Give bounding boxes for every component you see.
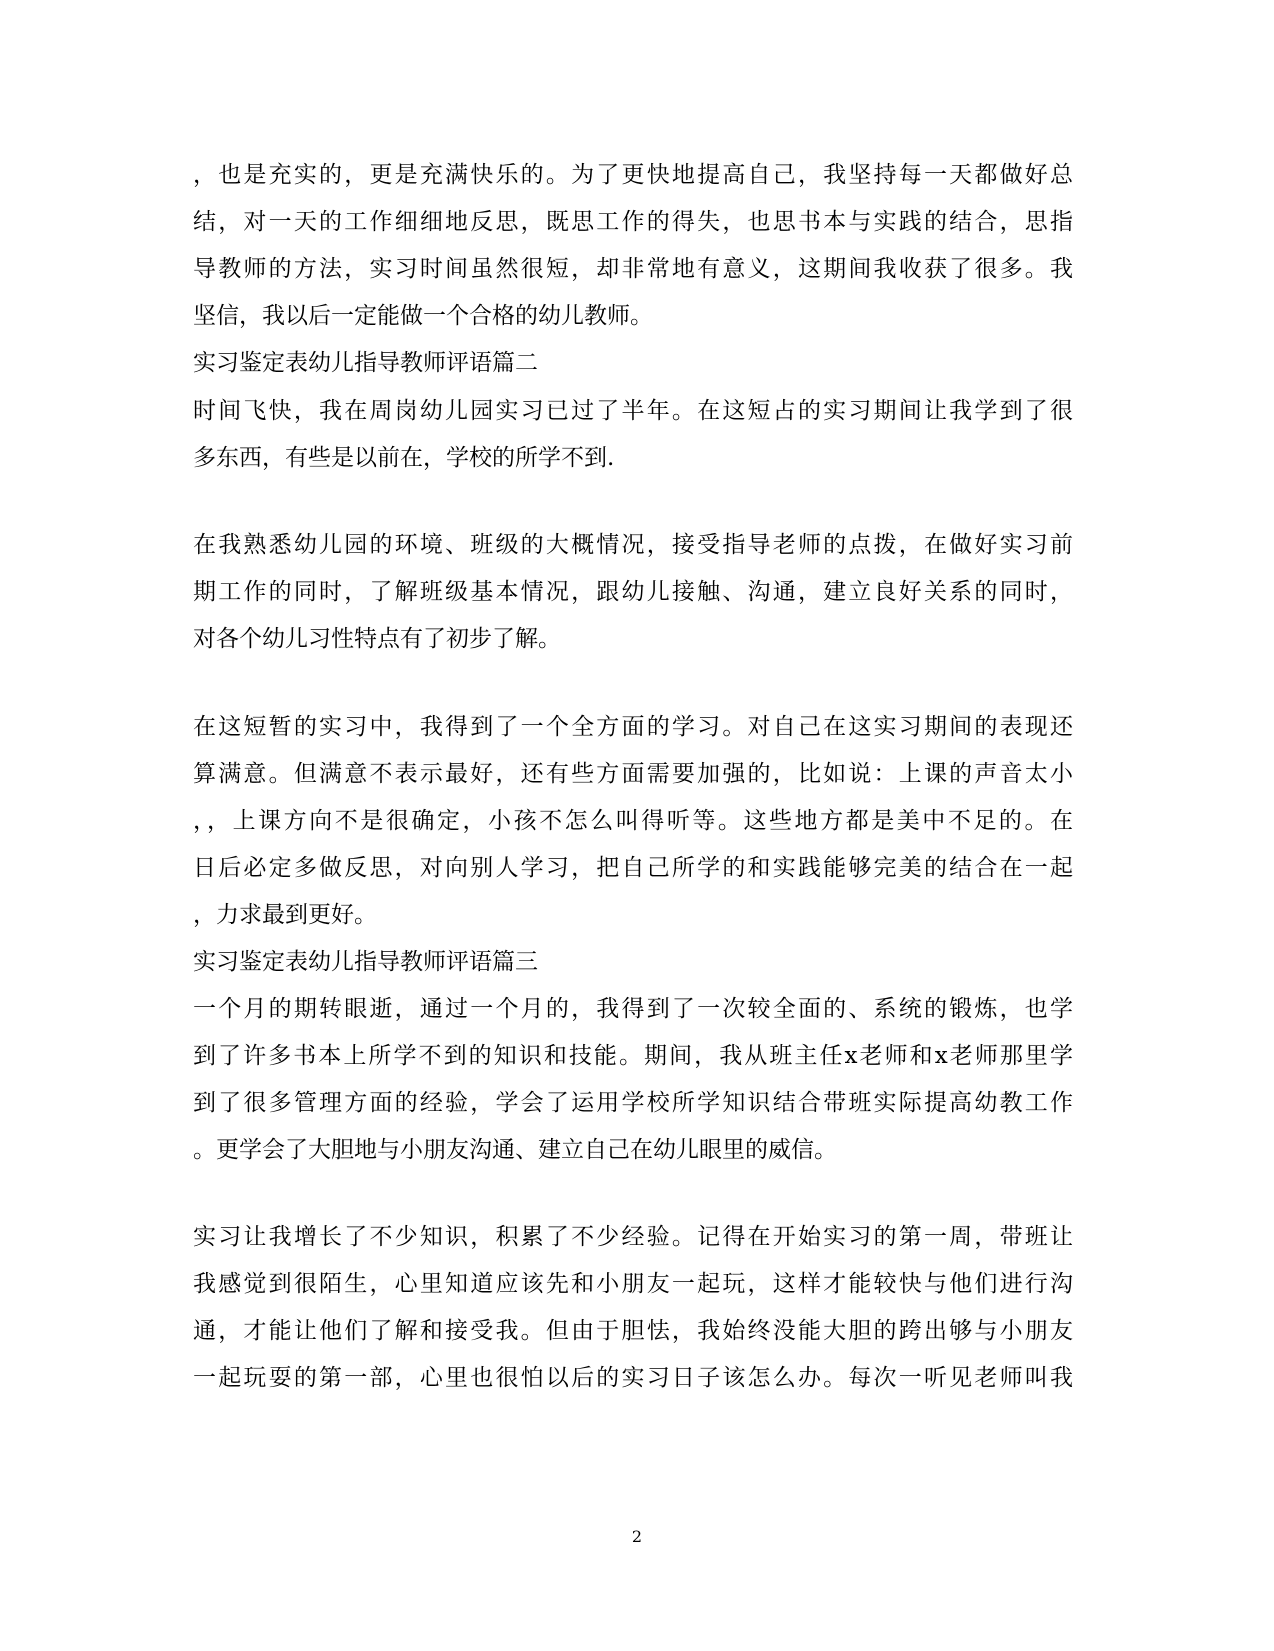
body-text-line: 。更学会了大胆地与小朋友沟通、建立自己在幼儿眼里的威信。 [193, 1137, 837, 1163]
body-text-line: 到了许多书本上所学不到的知识和技能。期间，我从班主任x老师和x老师那里学 [193, 1043, 1073, 1069]
body-text-line: 结，对一天的工作细细地反思，既思工作的得失，也思书本与实践的结合，思指 [193, 209, 1073, 235]
body-text-line: 到了很多管理方面的经验，学会了运用学校所学知识结合带班实际提高幼教工作 [193, 1090, 1073, 1116]
body-text-line: 一起玩耍的第一部，心里也很怕以后的实习日子该怎么办。每次一听见老师叫我 [193, 1365, 1073, 1391]
body-text-line: 对各个幼儿习性特点有了初步了解。 [193, 626, 561, 652]
body-text-line: 在这短暂的实习中，我得到了一个全方面的学习。对自己在这实习期间的表现还 [193, 714, 1073, 740]
body-text-line: 导教师的方法，实习时间虽然很短，却非常地有意义，这期间我收获了很多。我 [193, 256, 1073, 282]
body-text-line: 实习让我增长了不少知识，积累了不少经验。记得在开始实习的第一周，带班让 [193, 1224, 1073, 1250]
body-text-line: 一个月的期转眼逝，通过一个月的，我得到了一次较全面的、系统的锻炼，也学 [193, 996, 1073, 1022]
body-text-line: 算满意。但满意不表示最好，还有些方面需要加强的，比如说：上课的声音太小 [193, 761, 1073, 787]
body-text-line: ，力求最到更好。 [193, 902, 377, 928]
body-text-line: 日后必定多做反思，对向别人学习，把自己所学的和实践能够完美的结合在一起 [193, 855, 1073, 881]
body-text-line: 在我熟悉幼儿园的环境、班级的大概情况，接受指导老师的点拨，在做好实习前 [193, 532, 1073, 558]
body-text-line: 期工作的同时，了解班级基本情况，跟幼儿接触、沟通，建立良好关系的同时， [193, 579, 1073, 605]
body-text-line: 通，才能让他们了解和接受我。但由于胆怯，我始终没能大胆的跨出够与小朋友 [193, 1318, 1073, 1344]
body-text-line: 多东西，有些是以前在，学校的所学不到. [193, 445, 615, 471]
section-heading: 实习鉴定表幼儿指导教师评语篇二 [193, 350, 538, 376]
section-heading: 实习鉴定表幼儿指导教师评语篇三 [193, 949, 538, 975]
page-number: 2 [631, 1527, 643, 1546]
body-text-line: ，也是充实的，更是充满快乐的。为了更快地提高自己，我坚持每一天都做好总 [193, 162, 1073, 188]
body-text-line: 我感觉到很陌生，心里知道应该先和小朋友一起玩，这样才能较快与他们进行沟 [193, 1271, 1073, 1297]
body-text-line: 时间飞快，我在周岗幼儿园实习已过了半年。在这短占的实习期间让我学到了很 [193, 398, 1073, 424]
body-text-line: ，，上课方向不是很确定，小孩不怎么叫得听等。这些地方都是美中不足的。在 [193, 808, 1073, 834]
body-text-line: 坚信，我以后一定能做一个合格的幼儿教师。 [193, 303, 653, 329]
